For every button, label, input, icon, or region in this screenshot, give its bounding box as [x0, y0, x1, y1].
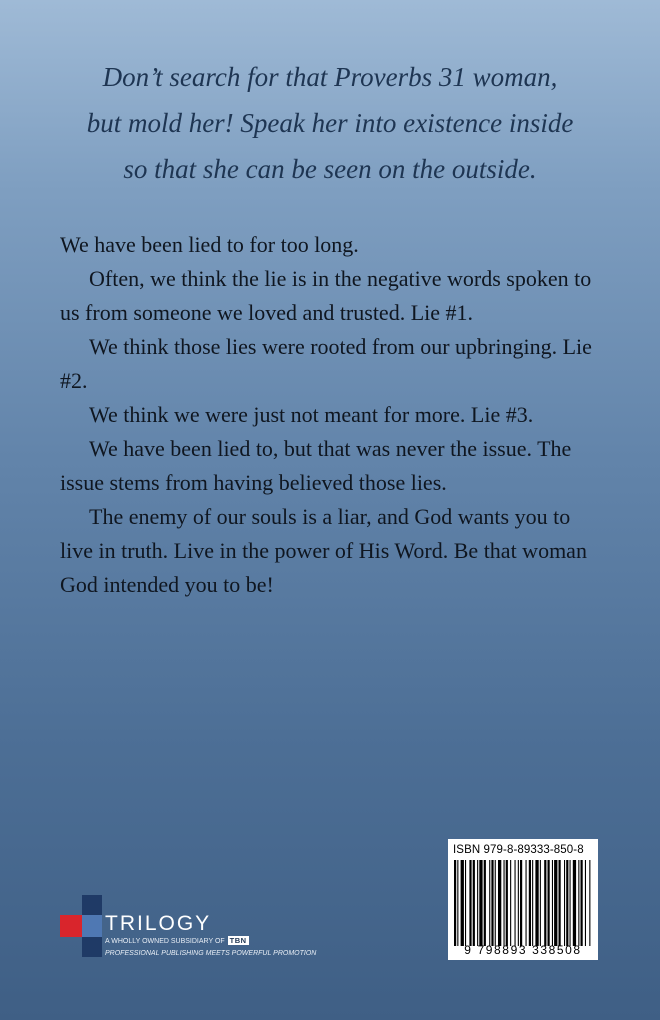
- barcode-bar: [504, 860, 505, 946]
- barcode-bar: [585, 860, 586, 946]
- barcode-bar: [581, 860, 583, 946]
- barcode-bar: [529, 860, 531, 946]
- barcode-bar: [535, 860, 538, 946]
- barcode-bar: [589, 860, 590, 946]
- quote-line: so that she can be seen on the outside.: [123, 154, 537, 184]
- back-cover-description: [60, 228, 605, 602]
- barcode-bar: [491, 860, 493, 946]
- publisher-name: TRILOGY: [105, 912, 212, 935]
- barcode-bar: [515, 860, 516, 946]
- barcode-bar: [498, 860, 501, 946]
- barcode-bar: [457, 860, 458, 946]
- barcode-bar: [566, 860, 568, 946]
- barcode-bar: [540, 860, 541, 946]
- logo-square-red: [60, 915, 82, 937]
- barcode-bars: [453, 860, 593, 946]
- logo-square-navy-top: [82, 895, 102, 915]
- barcode-bar: [518, 860, 519, 946]
- publisher-logo: [60, 893, 330, 963]
- barcode-bar: [578, 860, 579, 946]
- barcode-bar: [454, 860, 456, 946]
- body-paragraph: We think those lies were rooted from our upbringing. Lie #2.: [60, 334, 592, 393]
- barcode-bar: [570, 860, 571, 946]
- barcode-bar: [495, 860, 496, 946]
- barcode-bar: [506, 860, 508, 946]
- barcode-bar: [552, 860, 553, 946]
- barcode-bar: [564, 860, 565, 946]
- barcode-bar: [489, 860, 490, 946]
- isbn-barcode: [448, 839, 598, 960]
- publisher-tagline: PROFESSIONAL PUBLISHING MEETS POWERFUL PROMOTION: [105, 950, 317, 957]
- barcode-bar: [473, 860, 475, 946]
- logo-square-navy-bottom: [82, 937, 102, 957]
- subsidiary-text: A WHOLLY OWNED SUBSIDIARY OF: [105, 938, 225, 945]
- body-paragraph: Often, we think the lie is in the negative words spoken to us from someone we loved and trusted. Lie #1.: [60, 266, 592, 325]
- isbn-label: ISBN 979-8-89333-850-8: [453, 844, 584, 856]
- barcode-bar: [484, 860, 486, 946]
- barcode-bar: [554, 860, 557, 946]
- body-paragraph: The enemy of our souls is a liar, and God wants you to live in truth. Live in the power of His Word. Be that woman God intended you to be!: [60, 504, 587, 597]
- tbn-badge: TBN: [229, 936, 247, 945]
- trilogy-cross-icon: [60, 893, 104, 959]
- barcode-bar: [573, 860, 576, 946]
- barcode-bar: [526, 860, 527, 946]
- barcode-bar: [469, 860, 471, 946]
- barcode-bar: [559, 860, 561, 946]
- back-cover-quote: [40, 54, 620, 192]
- quote-line: Don’t search for that Proverbs 31 woman,: [102, 62, 558, 92]
- barcode-bar: [510, 860, 511, 946]
- publisher-subsidiary: [105, 936, 249, 946]
- barcode-bar: [465, 860, 466, 946]
- barcode-bar: [520, 860, 522, 946]
- barcode-bar: [548, 860, 550, 946]
- isbn-digits: 9 798893 338508: [464, 943, 582, 957]
- body-paragraph: We have been lied to for too long.: [60, 232, 359, 257]
- quote-line: but mold her! Speak her into existence inside: [86, 108, 574, 138]
- barcode-bar: [477, 860, 478, 946]
- barcode-bar: [461, 860, 464, 946]
- body-paragraph: We have been lied to, but that was never the issue. The issue stems from having believed those lies.: [60, 436, 572, 495]
- barcode-bar: [479, 860, 482, 946]
- barcode-bar: [544, 860, 546, 946]
- barcode-bar: [532, 860, 533, 946]
- body-paragraph: We think we were just not meant for more. Lie #3.: [89, 402, 534, 427]
- logo-square-blue: [82, 915, 102, 937]
